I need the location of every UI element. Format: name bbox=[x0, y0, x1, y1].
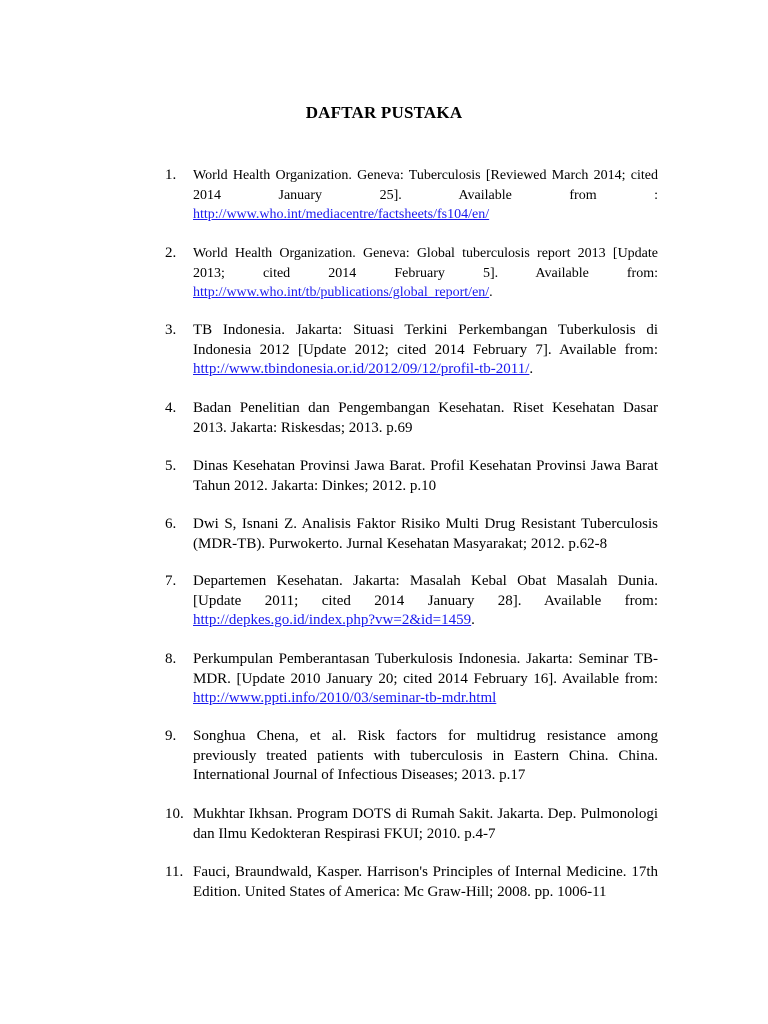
reference-suffix: . bbox=[489, 285, 493, 300]
reference-number: 7. bbox=[165, 573, 177, 589]
reference-number: 4. bbox=[165, 400, 177, 416]
reference-number: 6. bbox=[165, 516, 177, 532]
reference-text: Songhua Chena, et al. Risk factors for multidrug resistance among previously treated patients with tuberculosis in Eastern China. China. International Journal of Infectious Diseases; 2013. p.17 bbox=[193, 728, 658, 783]
reference-text: Dinas Kesehatan Provinsi Jawa Barat. Profil Kesehatan Provinsi Jawa Barat Tahun 2012. Jakarta: Dinkes; 2012. p.10 bbox=[193, 458, 658, 494]
reference-link[interactable]: http://depkes.go.id/index.php?vw=2&id=1459 bbox=[193, 612, 472, 628]
reference-number: 8. bbox=[165, 651, 177, 667]
reference-text: Mukhtar Ikhsan. Program DOTS di Rumah Sakit. Jakarta. Dep. Pulmonologi dan Ilmu Kedokteran Respirasi FKUI; 2010. p.4-7 bbox=[193, 806, 658, 842]
reference-text-block bbox=[193, 572, 658, 631]
reference-text-block bbox=[193, 650, 658, 709]
reference-number: 2. bbox=[165, 245, 177, 261]
reference-number: 1. bbox=[165, 167, 177, 183]
reference-number: 3. bbox=[165, 322, 177, 338]
reference-number: 9. bbox=[165, 728, 177, 744]
reference-text: World Health Organization. Geneva: Tuberculosis [Reviewed March 2014; cited 2014 January 25]. Available from : bbox=[193, 168, 658, 203]
reference-link[interactable]: http://www.who.int/tb/publications/global_report/en/ bbox=[193, 285, 490, 300]
reference-text: World Health Organization. Geneva: Global tuberculosis report 2013 [Update 2013; cited 2014 February 5]. Available from: bbox=[193, 246, 658, 281]
reference-number: 11. bbox=[165, 864, 184, 880]
reference-text-block bbox=[193, 244, 658, 303]
reference-text: Fauci, Braundwald, Kasper. Harrison's Principles of Internal Medicine. 17th Edition. United States of America: Mc Graw-Hill; 2008. pp. 1006-11 bbox=[193, 864, 658, 900]
reference-link[interactable]: http://www.ppti.info/2010/03/seminar-tb-mdr.html bbox=[193, 690, 497, 706]
reference-suffix: . bbox=[529, 361, 534, 377]
reference-number: 10. bbox=[165, 806, 184, 822]
reference-link[interactable]: http://www.tbindonesia.or.id/2012/09/12/profil-tb-2011/ bbox=[193, 361, 530, 377]
reference-text-block bbox=[193, 166, 658, 225]
reference-link[interactable]: http://www.who.int/mediacentre/factsheets/fs104/en/ bbox=[193, 207, 490, 222]
reference-text: Departemen Kesehatan. Jakarta: Masalah Kebal Obat Masalah Dunia. [Update 2011; cited 2014 January 28]. Available from: bbox=[193, 573, 658, 609]
reference-text: Perkumpulan Pemberantasan Tuberkulosis Indonesia. Jakarta: Seminar TB-MDR. [Update 2010 January 20; cited 2014 February 16]. Available from: bbox=[193, 651, 658, 687]
reference-suffix: . bbox=[471, 612, 475, 628]
reference-text: Badan Penelitian dan Pengembangan Kesehatan. Riset Kesehatan Dasar 2013. Jakarta: Riskesdas; 2013. p.69 bbox=[193, 400, 658, 436]
reference-number: 5. bbox=[165, 458, 177, 474]
reference-text-block bbox=[193, 321, 658, 380]
reference-text: TB Indonesia. Jakarta: Situasi Terkini Perkembangan Tuberkulosis di Indonesia 2012 [Update 2012; cited 2014 February 7]. Available from: bbox=[193, 322, 658, 358]
page-title: DAFTAR PUSTAKA bbox=[305, 103, 463, 122]
reference-text: Dwi S, Isnani Z. Analisis Faktor Risiko Multi Drug Resistant Tuberculosis (MDR-TB). Purwokerto. Jurnal Kesehatan Masyarakat; 2012. p.62-8 bbox=[193, 516, 658, 552]
